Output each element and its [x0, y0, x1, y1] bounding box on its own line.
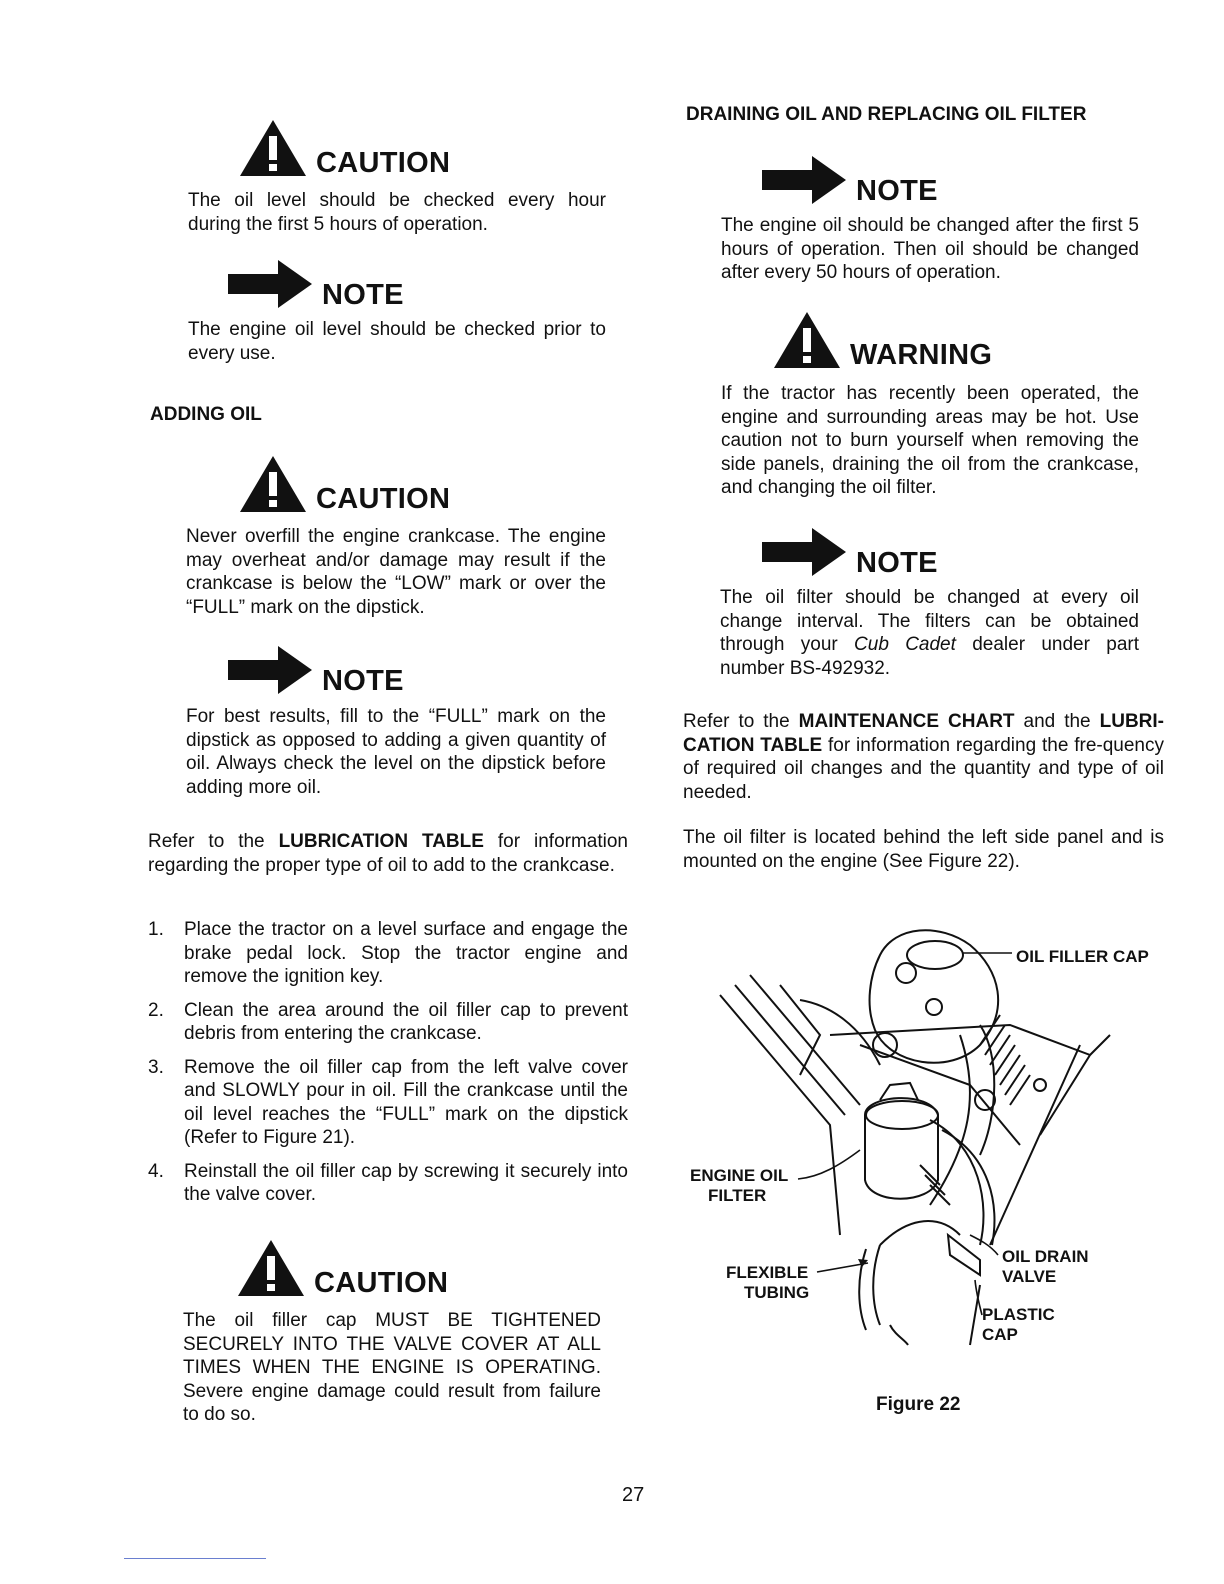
caution-label: CAUTION: [316, 483, 451, 515]
warning-triangle-icon: [772, 310, 842, 370]
caution-text-3: The oil filler cap MUST BE TIGHTENED SECURELY INTO THE VALVE COVER AT ALL TIMES WHEN THE ENGINE IS OPERATING. Severe engine damage could result from failure to do so.: [183, 1310, 601, 1425]
note-label: NOTE: [856, 547, 938, 579]
filter-location-paragraph: The oil filter is located behind the left side panel and is mounted on the engine (See Figure 22).: [683, 827, 1164, 872]
warning-text: If the tractor has recently been operated, the engine and surrounding areas may be hot. Use caution not to burn yourself when removing the side panels, draining the oil from the crankcase, and changing the oil filter.: [721, 383, 1139, 498]
adding-oil-heading: ADDING OIL: [150, 404, 262, 425]
draining-oil-heading: DRAINING OIL AND REPLACING OIL FILTER: [686, 104, 1087, 125]
note-heading-1: [228, 258, 404, 310]
warning-heading: [772, 310, 992, 370]
figure-caption: Figure 22: [876, 1394, 961, 1415]
note-label: NOTE: [322, 665, 404, 697]
oil-filler-cap-label: OIL FILLER CAP: [1016, 947, 1149, 966]
arrow-right-icon: [762, 526, 848, 578]
lubrication-table-ref: LUBRICATION TABLE: [278, 831, 484, 852]
note-heading-r2: [762, 526, 938, 578]
note-text-r2: The oil filter should be changed at every oil change interval. The filters can be obtained through your Cub Cadet dealer under part number BS-492932.: [720, 587, 1139, 679]
warning-label: WARNING: [850, 339, 993, 371]
caution-heading-1: [238, 118, 450, 178]
caution-label: CAUTION: [316, 147, 451, 179]
arrow-right-icon: [228, 644, 314, 696]
list-item: 1. Place the tractor on a level surface and engage the brake pedal lock. Stop the tractor engine and remove the ignition key.: [148, 919, 628, 987]
arrow-right-icon: [228, 258, 314, 310]
note-heading-2: [228, 644, 404, 696]
oil-drain-valve-label-2: VALVE: [1002, 1267, 1057, 1286]
warning-triangle-icon: [238, 454, 308, 514]
caution-text-2: Never overfill the engine crankcase. The engine may overheat and/or damage may result if the crankcase is below the “LOW” mark or over the “FULL” mark on the dipstick.: [186, 526, 606, 618]
note-label: NOTE: [322, 279, 404, 311]
lubrication-table-ref: LUBRI-CATION TABLE: [683, 711, 1165, 756]
page-number: 27: [622, 1484, 645, 1506]
warning-triangle-icon: [236, 1238, 306, 1298]
engine-oil-diagram: [680, 915, 1180, 1355]
note-label: NOTE: [856, 175, 938, 207]
note-heading-r1: [762, 154, 938, 206]
plastic-cap-label-1: PLASTIC: [982, 1305, 1055, 1324]
brand-name: Cub Cadet: [854, 634, 956, 655]
refer-maintenance-paragraph: Refer to the MAINTENANCE CHART and the LUBRI-CATION TABLE for information regarding the fre-quency of required oil changes and the quantity and type of oil needed.: [683, 711, 1165, 803]
engine-oil-filter-label-2: FILTER: [708, 1186, 767, 1205]
list-item: 2. Clean the area around the oil filler cap to prevent debris from entering the crankcase.: [148, 999, 628, 1044]
adding-oil-steps: [148, 918, 628, 1217]
plastic-cap-label-2: CAP: [982, 1325, 1018, 1344]
flexible-tubing-label-2: TUBING: [744, 1283, 810, 1302]
footer-rule: [124, 1558, 266, 1559]
refer-lubrication-paragraph: Refer to the LUBRICATION TABLE for information regarding the proper type of oil to add to the crankcase.: [148, 831, 628, 876]
caution-heading-2: [238, 454, 450, 514]
caution-heading-3: [236, 1238, 448, 1298]
note-text-1: The engine oil level should be checked prior to every use.: [188, 319, 606, 364]
list-item: 3. Remove the oil filler cap from the left valve cover and SLOWLY pour in oil. Fill the crankcase until the oil level reaches the “FULL” mark on the dipstick (Refer to Figure 21).: [148, 1056, 628, 1148]
maintenance-chart-ref: MAINTENANCE CHART: [798, 711, 1015, 732]
oil-drain-valve-label-1: OIL DRAIN: [1002, 1247, 1089, 1266]
arrow-right-icon: [762, 154, 848, 206]
list-item: 4. Reinstall the oil filler cap by screwing it securely into the valve cover.: [148, 1160, 628, 1205]
flexible-tubing-label-1: FLEXIBLE: [726, 1263, 809, 1282]
note-text-2: For best results, fill to the “FULL” mark on the dipstick as opposed to adding a given quantity of oil. Always check the level on the dipstick before adding more oil.: [186, 706, 606, 798]
note-text-r1: The engine oil should be changed after the first 5 hours of operation. Then oil should be changed after every 50 hours of operation.: [721, 215, 1139, 283]
caution-label: CAUTION: [314, 1267, 449, 1299]
engine-oil-filter-label-1: ENGINE OIL: [690, 1166, 789, 1185]
warning-triangle-icon: [238, 118, 308, 178]
caution-text-1: The oil level should be checked every hour during the first 5 hours of operation.: [188, 190, 606, 235]
